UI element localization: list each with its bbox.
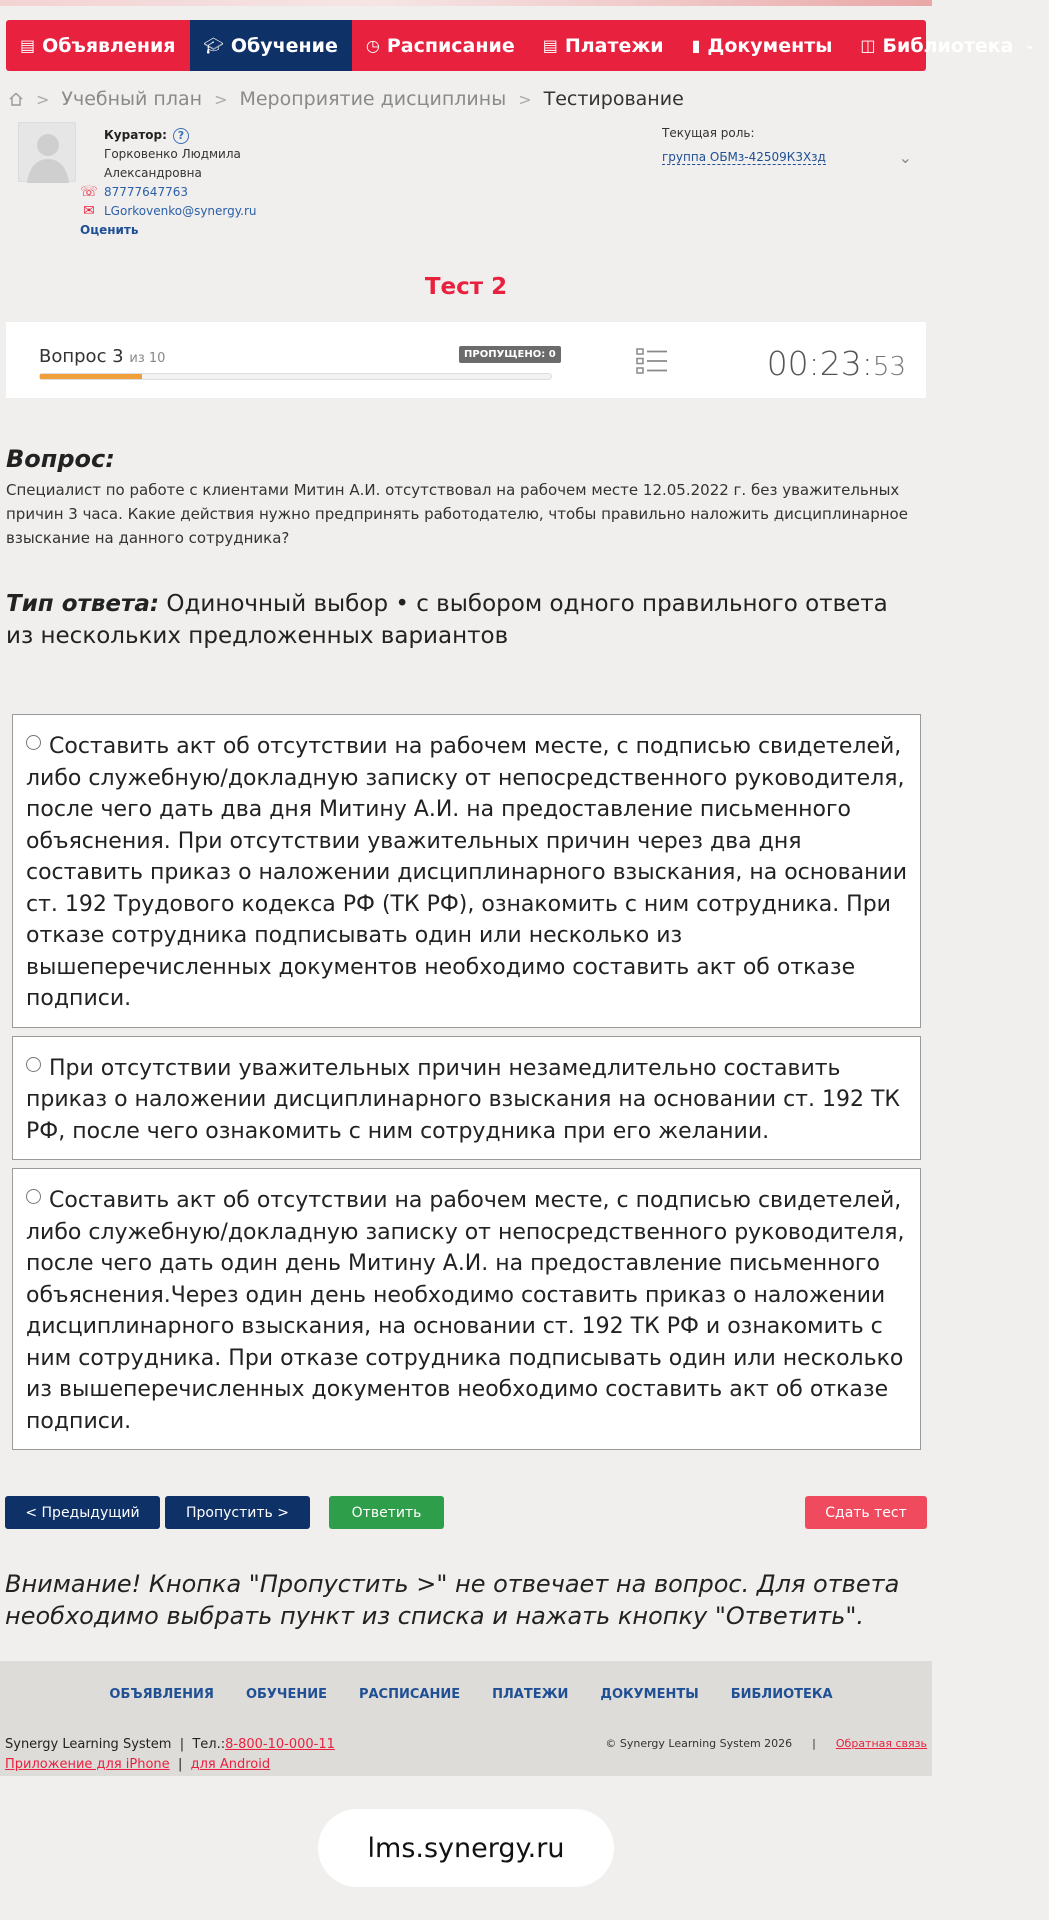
answer-button[interactable]: Ответить (329, 1496, 444, 1529)
timer-main: 00:23: (766, 344, 873, 383)
nav-item-label: Расписание (386, 34, 515, 57)
answer-option[interactable] (12, 1036, 921, 1161)
nav-item-label: Объявления (42, 34, 176, 57)
timer-seconds: 53 (872, 352, 906, 382)
footer-brand: Synergy Learning System (5, 1737, 172, 1752)
rate-link[interactable]: Оценить (80, 223, 139, 237)
chevron-right-icon: > (36, 89, 50, 109)
graduation-cap-icon: 🎓︎ (203, 36, 224, 55)
progress-bar-fill (40, 374, 142, 379)
progress-panel (6, 322, 926, 398)
curator-title: Куратор: (104, 128, 167, 142)
chevron-down-icon[interactable]: ⌄ (898, 148, 912, 167)
role-label: Текущая роль: (662, 126, 755, 140)
answer-option-text: Составить акт об отсутствии на рабочем месте, с подписью свидетелей, либо служебную/докладную записку от непосредственного руководителя, после чего дать два дня Митину А.И. на предоставление письменного объяснения. При отсутствии уважительных причин через два дня составить приказ о наложении дисциплинарного взыскания, на основании ст. 192 Трудового кодекса РФ (ТК РФ), ознакомить с ним сотрудника. При отказе сотрудника подписывать один или несколько из вышеперечисленных документов необходимо составить акт об отказе подписи. (26, 734, 908, 1011)
footer-link-payments[interactable]: ПЛАТЕЖИ (492, 1687, 569, 1702)
answer-type-value: Одиночный выбор • с выбором одного правильного ответа из нескольких предложенных вариантов (6, 591, 888, 649)
test-title: Тест 2 (424, 274, 508, 300)
answer-option-text: Составить акт об отсутствии на рабочем месте, с подписью свидетелей, либо служебную/докладную записку от непосредственного руководителя, после чего дать один день Митину А.И. на предоставление письменного объяснения.Через один день необходимо составить приказ о наложении дисциплинарного взыскания, на основании ст. 192 ТК РФ и ознакомить с ним сотрудника. При отказе сотрудника подписывать один или несколько из вышеперечисленных документов необходимо составить акт об отказе подписи. (26, 1188, 905, 1434)
nav-item-label: Библиотека (882, 34, 1014, 57)
radio-button[interactable] (26, 1189, 41, 1204)
nav-item-library[interactable] (846, 20, 1049, 71)
answer-options (12, 714, 921, 1458)
footer-link-documents[interactable]: ДОКУМЕНТЫ (600, 1687, 699, 1702)
previous-button[interactable]: < Предыдущий (5, 1496, 160, 1529)
footer-nav (0, 1687, 932, 1702)
curator-card (18, 122, 658, 247)
nav-item-payments[interactable] (529, 20, 678, 71)
footer-tel-label: Тел.: (192, 1737, 226, 1752)
role-value[interactable]: группа ОБМз-42509К3Хзд (662, 150, 826, 164)
clock-icon: ◷ (365, 36, 380, 55)
timer (767, 344, 906, 383)
top-banner-strip (0, 0, 932, 6)
main-nav (6, 20, 1036, 71)
curator-info (80, 126, 257, 240)
wallet-icon: ▤ (542, 36, 558, 55)
question-counter (39, 346, 165, 367)
answer-type-label: Тип ответа: (6, 591, 160, 617)
footer-link-learning[interactable]: ОБУЧЕНИЕ (245, 1687, 327, 1702)
radio-button[interactable] (26, 1057, 41, 1072)
footer-contacts (5, 1735, 335, 1775)
headset-icon: ☏ (80, 184, 98, 200)
answer-option[interactable] (12, 1168, 921, 1450)
finish-test-button[interactable]: Сдать тест (805, 1496, 927, 1529)
skip-button[interactable]: Пропустить > (165, 1496, 310, 1529)
nav-item-documents[interactable] (678, 20, 847, 71)
curator-phone[interactable]: 87777647763 (104, 185, 188, 199)
chevron-right-icon: > (518, 89, 532, 109)
breadcrumb (8, 86, 684, 112)
chevron-down-icon: ⌄ (1024, 38, 1036, 53)
nav-item-label: Обучение (230, 34, 338, 57)
answer-option[interactable] (12, 714, 921, 1028)
document-icon: ▮ (691, 36, 701, 55)
curator-phone-row[interactable] (80, 183, 257, 202)
radio-button[interactable] (26, 735, 41, 750)
footer-link-library[interactable]: БИБЛИОТЕКА (730, 1687, 833, 1702)
footer-divider: | (179, 1737, 185, 1752)
footer-divider: | (812, 1737, 816, 1750)
feedback-link[interactable]: Обратная связь (835, 1737, 927, 1750)
question-text: Специалист по работе с клиентами Митин А.И. отсутствовал на рабочем месте 12.05.2022 г. без уважительных причин 3 часа. Какие действия нужно предпринять работодателю, чтобы правильно наложить дисциплинарное взыскание на данного сотрудника? (6, 481, 908, 547)
breadcrumb-current: Тестирование (543, 88, 684, 110)
nav-item-learning[interactable] (190, 20, 352, 71)
nav-item-label: Платежи (564, 34, 664, 57)
avatar (18, 122, 76, 182)
question-heading: Вопрос: (6, 445, 115, 473)
copyright: © Synergy Learning System 2026 (605, 1737, 793, 1750)
question-list-icon[interactable] (636, 347, 668, 375)
nav-item-announcements[interactable] (6, 20, 190, 71)
browser-url-bar[interactable]: lms.synergy.ru (318, 1809, 614, 1887)
question-total: из 10 (129, 351, 166, 366)
progress-bar (39, 373, 552, 380)
footer-link-schedule[interactable]: РАСПИСАНИЕ (358, 1687, 461, 1702)
user-silhouette-icon (19, 123, 77, 183)
skipped-badge: ПРОПУЩЕНО: 0 (459, 346, 561, 363)
curator-email-row[interactable] (80, 202, 257, 221)
android-app-link[interactable]: для Android (190, 1757, 271, 1772)
footer-phone-link[interactable]: 8-800-10-000-11 (225, 1737, 335, 1752)
chevron-right-icon: > (214, 89, 228, 109)
breadcrumb-item-event[interactable]: Мероприятие дисциплины (239, 88, 507, 110)
curator-name: Горковенко Людмила Александровна (104, 147, 241, 180)
answer-option-text: При отсутствии уважительных причин незамедлительно составить приказ о наложении дисциплинарного взыскания на основании ст. 192 ТК РФ, после чего ознакомить с ним сотрудника при его желании. (26, 1055, 901, 1144)
mail-icon: ✉ (83, 203, 95, 219)
home-icon[interactable] (8, 91, 24, 107)
footer-divider: | (177, 1757, 183, 1772)
nav-item-label: Документы (707, 34, 833, 57)
nav-item-schedule[interactable] (352, 20, 529, 71)
answer-type (6, 588, 921, 652)
breadcrumb-item-plan[interactable]: Учебный план (61, 88, 203, 110)
footer (0, 1661, 932, 1776)
role-selector[interactable] (662, 126, 912, 165)
question-number: Вопрос 3 (39, 346, 124, 367)
help-icon[interactable]: ? (173, 128, 189, 144)
book-icon: ◫ (860, 36, 876, 55)
footer-link-announcements[interactable]: ОБЪЯВЛЕНИЯ (109, 1687, 214, 1702)
list-icon: ▤ (20, 36, 36, 55)
footer-right (605, 1737, 927, 1750)
curator-email[interactable]: LGorkovenko@synergy.ru (104, 204, 257, 218)
iphone-app-link[interactable]: Приложение для iPhone (5, 1757, 170, 1772)
warning-text: Внимание! Кнопка "Пропустить >" не отвечает на вопрос. Для ответа необходимо выбрать пункт из списка и нажать кнопку "Ответить". (5, 1570, 900, 1630)
